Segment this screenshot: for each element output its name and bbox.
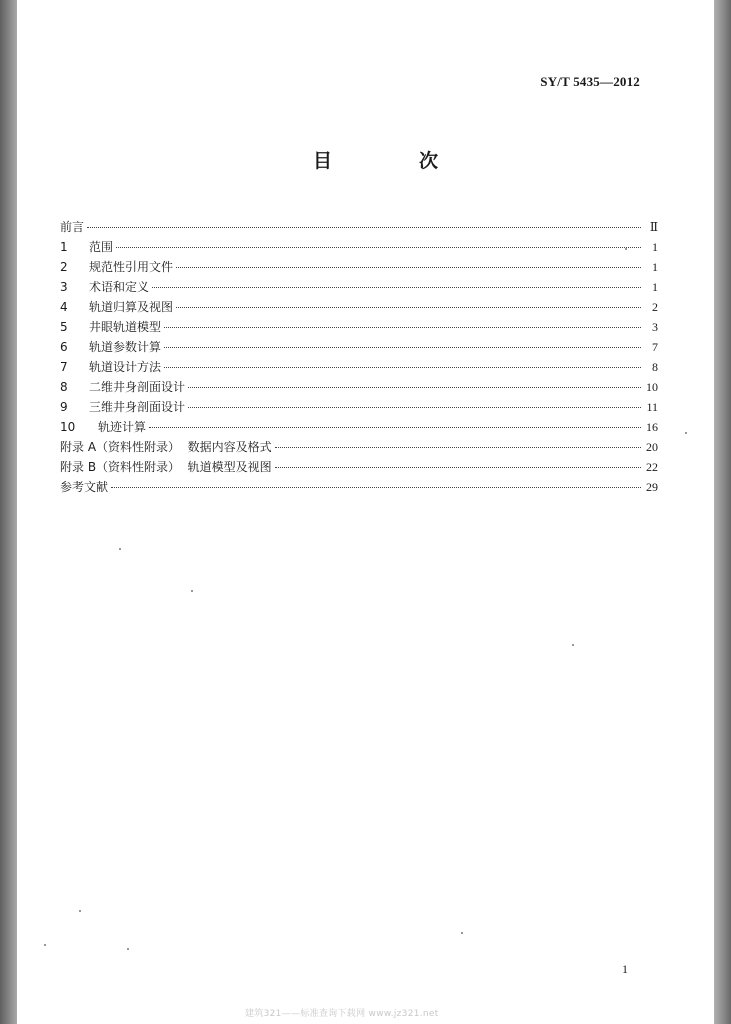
scan-speck — [461, 932, 463, 934]
toc-entry-label: 三维井身剖面设计 — [89, 400, 186, 414]
toc-entry[interactable] — [60, 318, 658, 338]
toc-entry-number: 7 — [60, 360, 68, 374]
toc-entry-label: 附录 B（资料性附录） 轨道模型及视图 — [60, 460, 272, 474]
toc-entry-page: 1 — [652, 280, 658, 294]
toc-entry-number: 6 — [60, 340, 68, 354]
toc-entry-label: 轨道设计方法 — [89, 360, 162, 374]
toc-entry-label: 轨道参数计算 — [89, 340, 162, 354]
toc-entry-page: 22 — [646, 460, 658, 474]
footer-watermark: 建筑321——标准查询下载网 www.jz321.net — [245, 1009, 439, 1019]
page-number: 1 — [622, 962, 628, 976]
toc-entry-number: 9 — [60, 400, 68, 414]
toc-entry[interactable] — [60, 298, 658, 318]
toc-entry-label: 附录 A（资料性附录） 数据内容及格式 — [60, 440, 272, 454]
toc-leader-dots — [275, 467, 641, 468]
toc-leader-dots — [164, 347, 641, 348]
toc-entry[interactable] — [60, 458, 658, 478]
toc-entry-page: Ⅱ — [649, 220, 658, 234]
toc-entry[interactable] — [60, 398, 658, 418]
toc-entry[interactable] — [60, 378, 658, 398]
document-page — [17, 0, 714, 1024]
toc-entry-number: 4 — [60, 300, 68, 314]
toc-entry[interactable] — [60, 238, 658, 258]
toc-entry-page: 7 — [652, 340, 658, 354]
toc-entry-page: 11 — [646, 400, 658, 414]
toc-entry-label: 参考文献 — [60, 480, 109, 494]
toc-entry-page: 10 — [646, 380, 658, 394]
toc-leader-dots — [152, 287, 641, 288]
toc-entry-page: 16 — [646, 420, 658, 434]
toc-entry-number: 5 — [60, 320, 68, 334]
scan-speck — [127, 948, 129, 950]
scan-speck — [191, 590, 193, 592]
toc-entry-page: 2 — [652, 300, 658, 314]
toc-leader-dots — [176, 307, 641, 308]
toc-leader-dots — [149, 427, 641, 428]
toc-entry[interactable] — [60, 358, 658, 378]
toc-entry-page: 20 — [646, 440, 658, 454]
toc-entry-label: 轨迹计算 — [98, 420, 147, 434]
toc-leader-dots — [87, 227, 641, 228]
toc-entry[interactable] — [60, 478, 658, 498]
scan-speck — [44, 944, 46, 946]
toc-leader-dots — [176, 267, 641, 268]
toc-entry-label: 轨道归算及视图 — [89, 300, 174, 314]
toc-entry-page: 3 — [652, 320, 658, 334]
toc-entry-number: 2 — [60, 260, 68, 274]
toc-leader-dots — [116, 247, 641, 248]
toc-entry[interactable] — [60, 278, 658, 298]
toc-entry-label: 术语和定义 — [89, 280, 150, 294]
toc-leader-dots — [188, 387, 641, 388]
toc-entry[interactable] — [60, 438, 658, 458]
toc-entry-number: 1 — [60, 240, 68, 254]
toc-leader-dots — [275, 447, 641, 448]
toc-leader-dots — [164, 367, 641, 368]
toc-entry[interactable] — [60, 418, 658, 438]
scan-speck — [625, 248, 627, 250]
toc-leader-dots — [164, 327, 641, 328]
toc-entry[interactable] — [60, 338, 658, 358]
toc-leader-dots — [111, 487, 641, 488]
toc-entry-label: 井眼轨道模型 — [89, 320, 162, 334]
toc-leader-dots — [188, 407, 641, 408]
toc-entry-number: 3 — [60, 280, 68, 294]
toc-entry-number: 8 — [60, 380, 68, 394]
toc-entry[interactable] — [60, 218, 658, 238]
toc-entry-page: 8 — [652, 360, 658, 374]
toc-entry-page: 29 — [646, 480, 658, 494]
scan-speck — [79, 910, 81, 912]
toc-entry-label: 规范性引用文件 — [89, 260, 174, 274]
scan-speck — [119, 548, 121, 550]
toc-entry[interactable] — [60, 258, 658, 278]
toc-entry-label: 前言 — [60, 220, 85, 234]
toc-entry-page: 1 — [652, 240, 658, 254]
scan-speck — [685, 432, 687, 434]
toc-entry-label: 范围 — [89, 240, 114, 254]
standard-code: SY/T 5435—2012 — [540, 74, 640, 89]
table-of-contents — [60, 218, 658, 498]
toc-entry-label: 二维井身剖面设计 — [89, 380, 186, 394]
toc-title: 目 次 — [313, 150, 473, 172]
toc-entry-page: 1 — [652, 260, 658, 274]
toc-entry-number: 10 — [60, 420, 76, 434]
scan-speck — [572, 644, 574, 646]
